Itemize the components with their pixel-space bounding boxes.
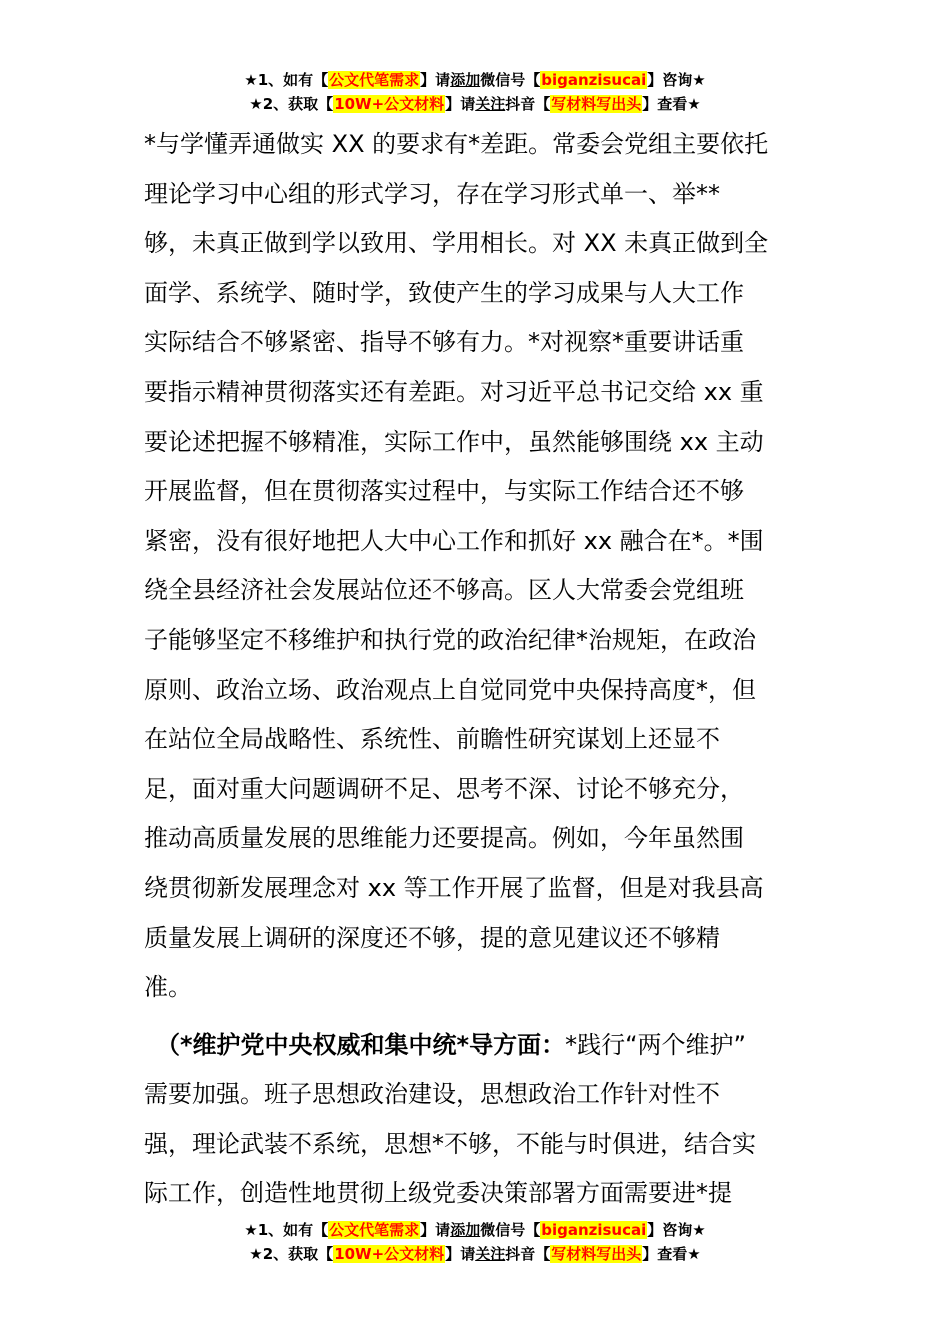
highlight-douyin-account: 写材料写出头 — [551, 95, 642, 113]
banner-text: 】请 — [420, 71, 451, 89]
banner-line-2 — [0, 1242, 950, 1266]
highlight-wechat-id: biganzisucai — [541, 1221, 647, 1239]
banner-line-2 — [0, 92, 950, 116]
highlight-materials: 10W+公文材料 — [334, 95, 445, 113]
banner-text: 微信号【 — [480, 71, 541, 89]
highlight-service: 公文代笔需求 — [329, 71, 420, 89]
body-line: 要指示精神贯彻落实还有差距。对习近平总书记交给 xx 重 — [144, 377, 764, 406]
body-line: 原则、政治立场、政治观点上自觉同党中央保持高度*，但 — [144, 675, 756, 704]
body-line: 绕贯彻新发展理念对 xx 等工作开展了监督，但是对我县高 — [144, 873, 764, 902]
highlight-materials: 10W+公文材料 — [334, 1245, 445, 1263]
underlined-follow: 关注 — [475, 1245, 506, 1263]
body-line: *与学懂弄通做实 XX 的要求有*差距。常委会党组主要依托 — [144, 130, 769, 158]
banner-text: 微信号【 — [480, 1221, 541, 1239]
highlight-douyin-account: 写材料写出头 — [551, 1245, 642, 1263]
body-line: 理论学习中心组的形式学习，存在学习形式单一、举** — [144, 179, 720, 208]
body-line: 质量发展上调研的深度还不够，提的意见建议还不够精 — [144, 923, 720, 952]
banner-text: 】咨询★ — [647, 71, 706, 89]
banner-text: 】查看★ — [642, 1245, 701, 1263]
banner-text: ★1、如有【 — [244, 71, 329, 89]
underlined-add: 添加 — [450, 71, 481, 89]
body-line: 推动高质量发展的思维能力还要提高。例如，今年虽然围 — [144, 824, 744, 853]
banner-text: 抖音【 — [505, 1245, 551, 1263]
highlight-wechat-id: biganzisucai — [541, 71, 647, 89]
banner-text: ★1、如有【 — [244, 1221, 329, 1239]
banner-line-1 — [0, 68, 950, 92]
body-line: 在站位全局战略性、系统性、前瞻性研究谋划上还显不 — [144, 725, 720, 754]
body-line: 子能够坚定不移维护和执行党的政治纪律*治规矩，在政治 — [144, 625, 756, 654]
body-line: 强，理论武装不系统，思想*不够，不能与时俱进，结合实 — [144, 1129, 756, 1158]
section-first-text: *践行“两个维护” — [565, 1030, 746, 1059]
section-first-line — [144, 1021, 814, 1071]
banner-text: 】查看★ — [642, 95, 701, 113]
banner-line-1 — [0, 1218, 950, 1242]
body-line: 绕全县经济社会发展站位还不够高。区人大常委会党组班 — [144, 576, 744, 605]
body-line: 够，未真正做到学以致用、学用相长。对 XX 未真正做到全 — [144, 229, 769, 258]
highlight-service: 公文代笔需求 — [329, 1221, 420, 1239]
banner-text: 】请 — [445, 95, 476, 113]
header-banner — [0, 68, 950, 116]
paragraph-gap — [144, 1013, 814, 1021]
banner-text: ★2、获取【 — [249, 95, 334, 113]
body-line: 开展监督，但在贯彻落实过程中，与实际工作结合还不够 — [144, 477, 744, 506]
body-line: 需要加强。班子思想政治建设，思想政治工作针对性不 — [144, 1080, 720, 1109]
banner-text: 抖音【 — [505, 95, 551, 113]
underlined-follow: 关注 — [475, 95, 506, 113]
body-line: 紧密，没有很好地把人大中心工作和抓好 xx 融合在*。*围 — [144, 526, 764, 555]
document-body — [144, 120, 814, 1219]
body-line: 足，面对重大问题调研不足、思考不深、讨论不够充分， — [144, 774, 744, 803]
body-line: 准。 — [144, 973, 192, 1002]
underlined-add: 添加 — [450, 1221, 481, 1239]
body-line: 要论述把握不够精准，实际工作中，虽然能够围绕 xx 主动 — [144, 427, 764, 456]
body-line: 面学、系统学、随时学，致使产生的学习成果与人大工作 — [144, 278, 744, 307]
banner-text: 】请 — [420, 1221, 451, 1239]
banner-text: 】咨询★ — [647, 1221, 706, 1239]
banner-text: ★2、获取【 — [249, 1245, 334, 1263]
banner-text: 】请 — [445, 1245, 476, 1263]
body-line: 实际结合不够紧密、指导不够有力。*对视察*重要讲话重 — [144, 328, 744, 357]
body-line: 际工作，创造性地贯彻上级党委决策部署方面需要进*提 — [144, 1179, 732, 1208]
footer-banner — [0, 1218, 950, 1266]
section-heading: （*维护党中央权威和集中统*导方面： — [156, 1030, 566, 1059]
